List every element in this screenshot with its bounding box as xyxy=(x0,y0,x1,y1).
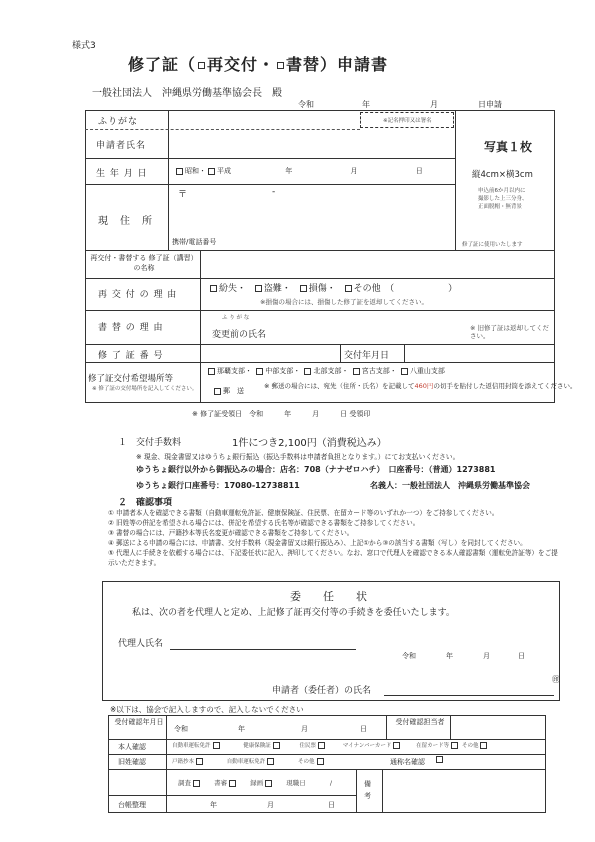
rewrite-note: ※ 旧修了証は返却してください。 xyxy=(470,324,550,340)
stolen-checkbox[interactable] xyxy=(255,285,262,292)
id-other-label: その他 xyxy=(461,743,479,749)
fee-amount: 1件につき2,100円（消費税込み） xyxy=(232,438,387,449)
damaged-label: 損傷・ xyxy=(308,284,336,294)
issue-date-label: 交付年月日 xyxy=(344,351,390,361)
photo-note-2: 撮影した上三分身、 xyxy=(478,196,528,202)
proxy-era: 令和 xyxy=(402,652,416,660)
bank-line: ゆうちょ銀行以外から御振込みの場合：店名：708（ナナゼロハチ） 口座番号：（普通）1273881 xyxy=(136,465,496,474)
mail-note-1: ※ 郵送の場合には、宛先（住所・氏名）を記載して xyxy=(264,382,415,390)
miyako-checkbox[interactable] xyxy=(353,368,360,375)
damaged-checkbox[interactable] xyxy=(300,285,307,292)
alias-checkbox-wrap xyxy=(434,755,445,764)
applicant-name-field[interactable] xyxy=(170,131,455,157)
staff-label: 受付確認担当者 xyxy=(395,718,445,726)
title-opt2: 書替）申請書 xyxy=(286,55,389,74)
showa-checkbox[interactable] xyxy=(176,168,183,175)
photo-size: 縦4cm×横3cm xyxy=(472,170,533,180)
birth-year: 年 xyxy=(285,167,293,175)
postal-dash: - xyxy=(272,187,276,197)
branch-options xyxy=(206,366,445,376)
confirm-heading: ２ 確認事項 xyxy=(118,498,173,508)
rewrite-title-checkbox[interactable] xyxy=(277,62,284,69)
proxy-day: 日 xyxy=(518,652,525,660)
date-day: 日申請 xyxy=(478,100,502,109)
ledger-date xyxy=(210,800,335,810)
proxy-title: 委 任 状 xyxy=(290,590,367,603)
account-holder: 名義人：一般社団法人 沖縄県労働基準協会 xyxy=(370,481,530,490)
office-note: ※以下は、協会で記入しますので、記入しないでください xyxy=(110,705,304,714)
address-field[interactable] xyxy=(170,196,455,236)
lost-checkbox[interactable] xyxy=(210,285,217,292)
proxy-text: 私は、次の者を代理人と定め、上記修了証再交付等の手続きを委任いたします。 xyxy=(132,608,455,618)
lost-label: 紛失・ xyxy=(219,284,247,294)
yucho-line: ゆうちょ銀行口座番号：17080-12738811 xyxy=(136,481,300,490)
course-label: 再交付・書替する 修了証（講習）の名称 xyxy=(90,254,198,272)
heisei-label: 平成 xyxy=(217,167,231,175)
id-residence-checkbox[interactable] xyxy=(318,742,325,749)
birth-day: 日 xyxy=(415,167,423,175)
oldname-license-label: 自動車運転免許 xyxy=(226,759,266,765)
mail-note xyxy=(264,382,576,391)
ledger-month: 月 xyxy=(267,801,274,809)
check-review-label: 書審 xyxy=(214,779,228,787)
receipt-line: ※ 修了証受領日 令和 年 月 日 受領印 xyxy=(192,410,371,418)
title-opt1: 再交付・ xyxy=(207,55,276,74)
birthdate-label: 生 年 月 日 xyxy=(96,169,148,179)
recv-day: 日 xyxy=(360,725,367,733)
other-label: その他 （ ） xyxy=(353,284,458,294)
mail-price: 460円 xyxy=(414,382,434,390)
date-year: 年 xyxy=(362,100,370,109)
prev-name-field[interactable] xyxy=(290,312,450,342)
mail-label: 郵 送 xyxy=(223,387,244,395)
id-residence-card-label: 在留カード等 xyxy=(416,743,450,749)
confirm-list xyxy=(108,508,558,568)
delivery-place-label: 修了証交付希望場所等 xyxy=(88,374,174,384)
delivery-place-note: ※ 修了証の交付場所を記入してください。 xyxy=(92,386,198,392)
check-survey-checkbox[interactable] xyxy=(193,780,200,787)
seal-note: ※記名押印又は署名 xyxy=(383,118,432,124)
recv-year: 年 xyxy=(238,725,245,733)
seal-mark: ㊞ xyxy=(552,675,560,684)
id-license-label: 自動車運転免許 xyxy=(172,743,211,749)
showa-label: 昭和・ xyxy=(185,167,206,175)
confirm-item: ② 旧姓等の併記を希望される場合には、併記を希望する氏名等が確認できる書類をご持参してください。 xyxy=(108,519,420,527)
chubu-checkbox[interactable] xyxy=(256,368,263,375)
check-record-checkbox[interactable] xyxy=(265,780,272,787)
agent-name-field[interactable] xyxy=(172,634,356,648)
application-date xyxy=(298,99,502,110)
id-residence-card-checkbox[interactable] xyxy=(451,742,458,749)
identity-options xyxy=(172,741,489,749)
old-name-label: 旧姓確認 xyxy=(118,758,146,766)
applicant-name-label: 申請者氏名 xyxy=(96,141,147,151)
id-residence-label: 住民票 xyxy=(299,743,317,749)
recipient: 一般社団法人 沖縄県労働基準協会長 殿 xyxy=(92,88,282,99)
title-prefix: 修了証（ xyxy=(128,55,197,74)
proxy-date xyxy=(402,651,525,661)
reissue-note: ※損傷の場合には、損傷した修了証を返却してください。 xyxy=(260,298,428,306)
photo-note-3: 正面脱帽・無背景 xyxy=(478,204,523,210)
naha-checkbox[interactable] xyxy=(208,368,215,375)
reissue-options xyxy=(208,281,457,294)
id-mynumber-checkbox[interactable] xyxy=(393,742,400,749)
applicant-name-proxy-field[interactable] xyxy=(386,680,552,694)
other-checkbox[interactable] xyxy=(345,285,352,292)
rewrite-reason-label: 書 替 の 理 由 xyxy=(98,323,164,333)
applicant-name-proxy-label: 申請者（委任者）の氏名 xyxy=(272,686,372,696)
mail-checkbox[interactable] xyxy=(214,388,221,395)
course-field[interactable] xyxy=(202,252,552,276)
proxy-month: 月 xyxy=(483,652,490,660)
recv-date-row xyxy=(174,724,367,734)
recv-date-label: 受付確認年月日 xyxy=(114,718,164,726)
date-era: 令和 xyxy=(298,100,314,109)
old-name-options xyxy=(172,757,326,765)
recv-era: 令和 xyxy=(174,725,188,733)
id-insurance-label: 健康保険証 xyxy=(243,743,271,749)
birthdate-row xyxy=(174,166,423,176)
yaeyama-label: 八重山支部 xyxy=(409,367,445,375)
oldname-koseki-label: 戸籍抄本 xyxy=(172,759,195,765)
form-code: 様式3 xyxy=(72,41,96,51)
date-month: 月 xyxy=(430,100,438,109)
address-label: 現 住 所 xyxy=(98,216,153,227)
miyako-label: 宮古支部・ xyxy=(361,367,397,375)
cert-number-label: 修 了 証 番 号 xyxy=(98,351,164,361)
oldname-other-label: その他 xyxy=(298,759,315,765)
confirm-item: ① 申請者本人を確認できる書類（自動車運転免許証、健康保険証、住民票、在留カード等のいずれか一つ）をご持参してください。 xyxy=(108,509,499,517)
confirm-item: ⑤ 代理人に手続きを依頼する場合には、下記委任状に記入、押印してください。なお、窓口で代理人を確認できる本人確認書類（運転免許証等）をご提示いただきます。 xyxy=(108,549,558,567)
furigana-label: ふりがな xyxy=(98,117,139,127)
id-other-checkbox[interactable] xyxy=(480,742,487,749)
ledger-year: 年 xyxy=(210,801,217,809)
photo-title: 写真１枚 xyxy=(484,140,533,154)
postal-mark: 〒 xyxy=(178,190,188,200)
confirm-item: ③ 書替の場合には、戸籍抄本等氏名変更が確認できる書類をご持参してください。 xyxy=(108,529,354,537)
cert-number-field[interactable] xyxy=(202,346,338,360)
check-record-label: 録画 xyxy=(250,779,264,787)
heisei-checkbox[interactable] xyxy=(208,168,215,175)
remarks-label: 備考 xyxy=(364,780,371,800)
identity-label: 本人確認 xyxy=(118,743,146,751)
ledger-day: 日 xyxy=(328,801,335,809)
issue-date-field[interactable] xyxy=(406,346,552,360)
stolen-label: 盗難・ xyxy=(263,284,291,294)
fee-note: ※ 現金、現金書留又はゆうちょ銀行振込（振込手数料は申請者負担となります。）にてお支払いください。 xyxy=(136,453,460,461)
fee-heading: １ 交付手数料 xyxy=(118,438,182,448)
oldname-koseki-checkbox[interactable] xyxy=(196,758,203,765)
prev-name-label: 変更前の氏名 xyxy=(212,330,267,340)
photo-note-1: 申込前6か月以内に xyxy=(478,188,526,194)
page-title xyxy=(128,52,388,75)
reissue-reason-label: 再 交 付 の 理 由 xyxy=(98,290,178,300)
hokubu-label: 北部支部・ xyxy=(313,367,349,375)
phone-label: 携帯/電話番号 xyxy=(172,238,217,246)
alias-checkbox[interactable] xyxy=(436,756,443,763)
yaeyama-checkbox[interactable] xyxy=(401,368,408,375)
id-license-checkbox[interactable] xyxy=(213,742,220,749)
proxy-year: 年 xyxy=(446,652,453,660)
naha-label: 那覇支部・ xyxy=(217,367,252,375)
check-day-label: 現職日 xyxy=(286,779,306,787)
reissue-title-checkbox[interactable] xyxy=(198,62,205,69)
mail-option xyxy=(212,386,244,396)
check-options xyxy=(178,778,332,787)
oldname-other-checkbox[interactable] xyxy=(317,758,324,765)
birth-month: 月 xyxy=(350,167,358,175)
ledger-label: 台帳整理 xyxy=(118,801,146,809)
id-mynumber-label: マイナンバーカード xyxy=(342,743,392,749)
oldname-license-checkbox[interactable] xyxy=(267,758,274,765)
id-insurance-checkbox[interactable] xyxy=(273,742,280,749)
check-review-checkbox[interactable] xyxy=(229,780,236,787)
photo-note-4: 修了証に使用いたします xyxy=(462,242,523,248)
chubu-label: 中部支部・ xyxy=(265,367,301,375)
prev-name-furigana: ふ り が な xyxy=(222,315,250,321)
recv-month: 月 xyxy=(301,725,308,733)
alias-label: 通称名確認 xyxy=(390,758,425,766)
check-survey-label: 調査 xyxy=(178,779,191,787)
check-slash: / xyxy=(329,779,333,787)
hokubu-checkbox[interactable] xyxy=(304,368,311,375)
mail-note-2: の切手を貼付した返信用封筒を添えてください。 xyxy=(433,382,577,390)
furigana-field[interactable] xyxy=(170,112,358,128)
confirm-item: ④ 郵送による申請の場合には、申請書、交付手数料（現金書留又は銀行振込み）、上記①から③の該当する書類（写し）を同封してください。 xyxy=(108,539,527,547)
agent-name-label: 代理人氏名 xyxy=(118,639,164,649)
